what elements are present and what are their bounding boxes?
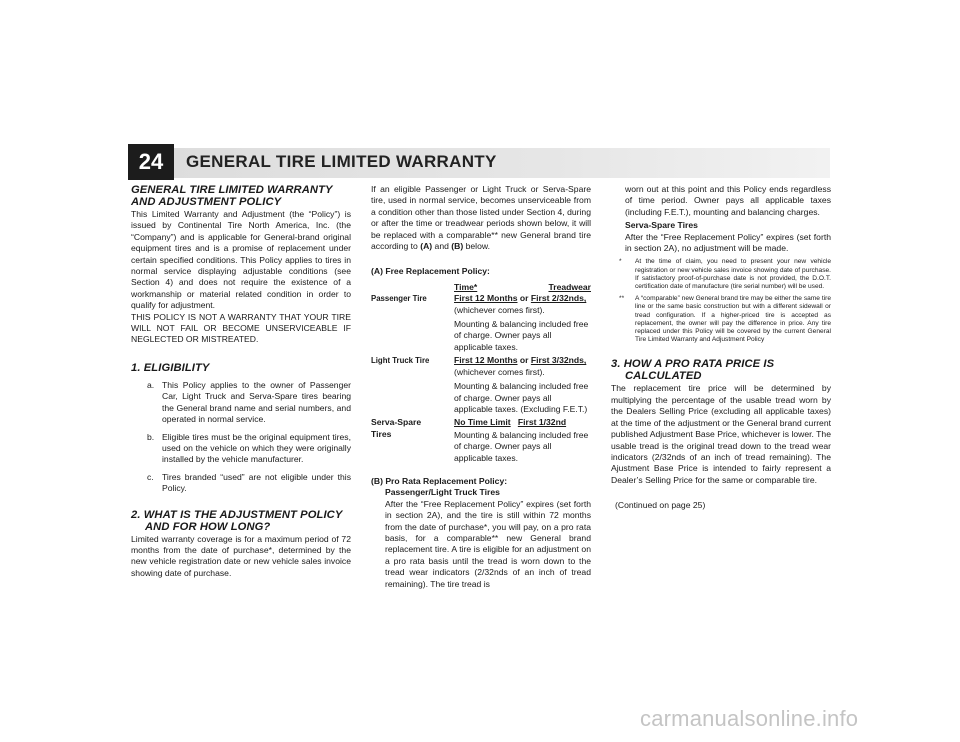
continued-text: worn out at this point and this Policy ends regardless of time period. Owner pays all applicable taxes (including F.E.T.), mounting and balancing charges. xyxy=(625,184,831,217)
page-title: GENERAL TIRE LIMITED WARRANTY xyxy=(186,152,497,171)
light-truck-tire-row: Light Truck Tire First 12 Months or First 3/32nds, (whichever comes first). Mounting & balancing included free of charge. Owner pays all applicable taxes. (Excluding F.E.T.) xyxy=(371,355,589,414)
eligibility-list xyxy=(131,380,351,495)
watermark: carmanualsonline.info xyxy=(640,706,859,731)
column-2 xyxy=(371,184,591,590)
pro-rata-text: After the “Free Replacement Policy” expires (set forth in section 2A), and the tire is still within 72 months from the date of purchase*, you will pay, on a pro rata basis, for a comparable** new General brand replacement tire. A tire is eligible for an adjustment on a pro rata basis until the tread is worn down to the tread wear indicators (2/32nds of an inch of tread remaining). The tire tread is xyxy=(385,498,591,589)
column-1 xyxy=(131,184,351,579)
serva-spare-text: After the “Free Replacement Policy” expires (set forth in section 2A), no adjustment will be made. xyxy=(625,231,831,254)
pro-rata-price-text: The replacement tire price will be determined by multiplying the percentage of the usable tread worn by the Dealers Selling Price (excluding all applicable taxes) at the time of the adjustment or the General brand current published Adjustment Base Price, whichever is lower. The usable tread is the original tread down to the tread wear indicators (2/32nds of an inch of tread remaining). The Ajustment Base Price is intended to fairly represent a Dealer’s Selling Price for the same or comparable tire. xyxy=(611,383,831,485)
footnote-comparable: ** A “comparable” new General brand tire may be either the same tire line or the same basic construction but with a different sidewall or tread configuration. If a higher-priced tire is accepted as replacement, the owner will pay the difference in price. Any tire replaced under this Policy will be covered by the current General Tire Limited Warranty and Adjustment Policy xyxy=(619,295,831,344)
pro-rata-price-heading: 3. HOW A PRO RATA PRICE IS CALCULATED xyxy=(611,358,775,383)
adjustment-text: Limited warranty coverage is for a maximum period of 72 months from the date of purchase*, determined by the new vehicle registration date or new vehicle sales invoice showing date of purchase. xyxy=(131,533,351,578)
footnote-purchase: * At the time of claim, you need to present your new vehicle registration or new vehicle sales invoice showing date of purchase. If satisfactory proof-of-purchase date is not provided, the D.O.T. certification date of manufacture (tire serial number) will be used. xyxy=(619,258,831,291)
free-replacement-columns: Time* Treadwear xyxy=(454,281,591,292)
passenger-tire-row: Passenger Tire First 12 Months or First 2/32nds, (whichever comes first). Mounting & balancing included free of charge. Owner pays all applicable taxes. xyxy=(371,293,589,352)
serva-spare-heading: Serva-Spare Tires xyxy=(625,220,698,231)
serva-spare-row: Serva-Spare Tires No Time Limit First 1/32nd Mounting & balancing included free of charge. Owner pays all applicable taxes. xyxy=(371,417,589,463)
adjustment-heading: 2. WHAT IS THE ADJUSTMENT POLICY AND FOR HOW LONG? xyxy=(131,508,343,533)
free-replacement-heading: (A) Free Replacement Policy: xyxy=(371,266,490,277)
eligibility-heading: 1. ELIGIBILITY xyxy=(131,361,210,374)
page-number: 24 xyxy=(128,144,174,180)
column-3 xyxy=(611,184,831,512)
intro-text: If an eligible Passenger or Light Truck or Serva-Spare tire, used in normal service, becomes unserviceable from a condition other than those listed under Section 4, during or after the time or treadwear periods shown below, it will be replaced with a comparable** new General brand tire according to (A) and (B) below. xyxy=(371,184,591,252)
list-item: c. Tires branded “used” are not eligible under this Policy. xyxy=(147,471,351,494)
policy-intro: This Limited Warranty and Adjustment (the “Policy”) is issued by Continental Tire North America, Inc. (the “Company”) and is applicable for General-brand original equipment tires and is a promise of replacement under certain specified conditions. This Policy applies to tires in normal service displaying adjustable conditions (see Section 4) and does not require the existence of a workmanship or material related condition in order to qualify for adjustment. xyxy=(131,209,351,311)
pro-rata-heading: (B) Pro Rata Replacement Policy: xyxy=(371,475,508,486)
list-item: b. Eligible tires must be the original equipment tires, used on the vehicle on which they were originally installed by the vehicle manufacturer. xyxy=(147,431,351,465)
policy-heading: GENERAL TIRE LIMITED WARRANTY AND ADJUSTMENT POLICY xyxy=(131,184,333,208)
policy-notice: THIS POLICY IS NOT A WARRANTY THAT YOUR TIRE WILL NOT FAIL OR BECOME UNSERVICEABLE IF NEGLECTED OR MISTREATED. xyxy=(131,311,351,345)
continued-note: (Continued on page 25) xyxy=(615,500,706,511)
pro-rata-subheading: Passenger/Light Truck Tires xyxy=(385,487,500,498)
list-item: a. This Policy applies to the owner of Passenger Car, Light Truck and Serva-Spare tires bearing the General brand name and serial numbers, and operated in normal service. xyxy=(147,379,351,425)
